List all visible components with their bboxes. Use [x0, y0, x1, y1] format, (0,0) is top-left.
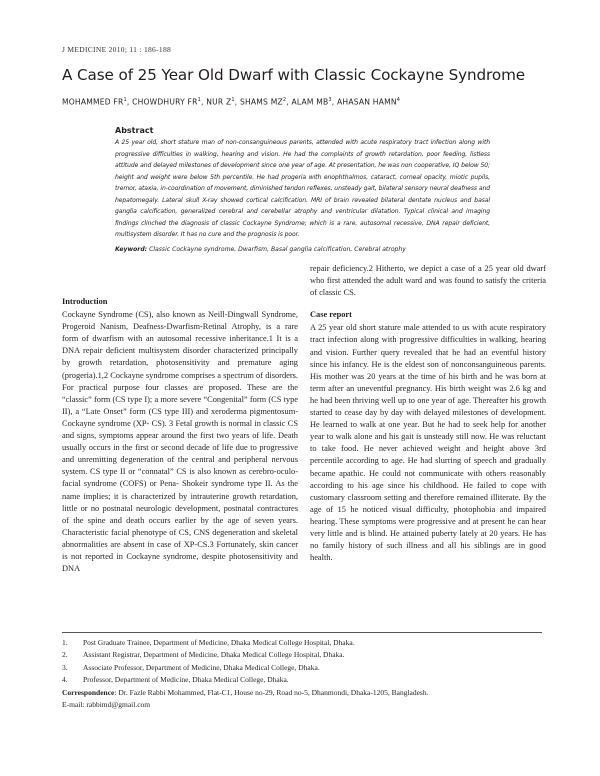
abstract-line: along with progressive difficulties in walking, hearing and vision. He had the complaints of growth retardation, poor	[115, 139, 490, 158]
body-line: retardation, photosensitivity and premature aging	[109, 358, 298, 368]
body-line: apathic. He could not communicate with others reasonably	[339, 468, 546, 478]
footnote	[62, 649, 542, 661]
body-line: Syndrome, Progeroid Nanism, Deafness-Dwarfism-Retinal	[62, 310, 298, 332]
abstract-line: prognosis is poor.	[247, 231, 300, 238]
body-line: Cockayne syndrome, despite photosensitivity and DNA	[62, 551, 298, 574]
body-line: postnatal neurologic development, postnatal contractures	[102, 503, 299, 513]
body-line: years. Characteristic facial phenotype of CS, CNS	[62, 515, 299, 537]
correspondence	[62, 687, 542, 699]
body-line: of XP-CS.3 Fortunately, skin cancer is not reported in	[62, 539, 298, 561]
body-line: respiratory tract infection along with progressive difficulties	[310, 323, 547, 345]
introduction-continued	[310, 263, 546, 299]
body-line: usually occurs in the first or second decade of life due to	[62, 443, 257, 453]
author: AHASAN HAMN	[337, 97, 397, 107]
body-line: had been thriving well up to one year of age. Thereafter his	[320, 395, 521, 405]
body-line: illiterate. By the age of 15 he noticed visual difficulty,	[310, 492, 546, 514]
author: CHOWDHURY FR	[132, 97, 198, 107]
body-line: unsteady still now. He was reluctant to take food. He never	[310, 432, 546, 454]
paper-title: A Case of 25 Year Old Dwarf with Classic Cockayne Syndrome	[62, 66, 526, 84]
author-affiliation-mark: 4	[396, 97, 401, 103]
body-line: recessive inheritance.1 It is a DNA repair deficient	[62, 334, 299, 356]
body-line: Shokeir syndrome type II. As the name implies; it is	[62, 479, 299, 501]
body-line: A 25 year old short stature male attended to us with acute	[310, 323, 508, 333]
body-line: at the time of his birth and he was born at term after an	[310, 371, 547, 393]
body-line: to seek help for another year to walk alone and his gait is	[310, 420, 546, 442]
body-line: blind. He attained puberty lately at 20 years. He has no family	[310, 528, 546, 551]
body-line: progressive and unremitting degeneration of the central and	[62, 443, 298, 465]
body-line: symptoms appear around the first two years of life. Death	[98, 431, 298, 441]
abstract-line: A 25 year old, short stature man of non-consanguineous parents, attended with acute respiratory tract infection	[115, 139, 457, 146]
body-line: repair deficiency.2 Hitherto, we depict a case of a 25 year old	[310, 264, 524, 273]
body-line: also known as cerebro-oculo-facial syndrome (COFS) or Pena-	[62, 467, 298, 489]
body-line: son of nonconsanguineous parents. His mother was 20 years	[310, 359, 547, 381]
introduction-body	[62, 309, 298, 575]
body-line: growth started to cease day by day with delayed milestones	[310, 395, 547, 418]
footnote	[62, 637, 542, 649]
body-line: These are the “classic” form (CS type I); a more severe	[62, 382, 298, 404]
body-line: degeneration and skeletal abnormalities are absent in case	[62, 527, 299, 549]
abstract-body	[115, 137, 490, 241]
body-line: multisystem disorder characterized principally by growth	[62, 346, 298, 368]
body-line: dwarf who first attended the adult ward and was found to	[310, 264, 547, 286]
body-line: history of such illness and all his siblings are in good health.	[310, 541, 546, 563]
abstract-line: gait, bilateral sensory neural deafness and hepatomegaly. Lateral skull X-ray showed cortical calcification. MRI of	[115, 185, 490, 204]
body-line: with customary classroom setting and therefore remained	[310, 480, 547, 502]
author-affiliation-mark: 1	[231, 97, 235, 103]
abstract-line: brain revealed bilateral dentate nucleus and basal ganglia calcification, generalized cerebral and cerebellar	[115, 196, 491, 215]
author-affiliation-mark: 1	[123, 97, 127, 103]
body-line: of the spine and death occurs earlier by the age of seven	[62, 515, 274, 525]
author-affiliation-mark: 2	[282, 97, 287, 103]
body-line: III) and xeroderma pigmentosum-Cockayne syndrome (XP-	[62, 406, 298, 428]
left-column	[62, 296, 298, 575]
body-line: CS). 3 Fetal growth is normal in classic CS and signs,	[62, 418, 298, 441]
abstract-line: corneal opacity, miotic pupils, tremor, ataxia, in-coordination of movement, diminished tendon reflexes, unsteady	[115, 173, 490, 192]
keywords-label: Keyword:	[115, 245, 148, 253]
abstract-line: Syndrome; which is a rare, autosomal recessive, DNA repair deficient, multisystem disorder. It has no cure and the	[115, 219, 490, 238]
body-line: Cockayne Syndrome (CS), also known as Neill-Dingwall	[62, 310, 259, 320]
body-line: progressive and at present he can hear very little and is	[310, 516, 547, 538]
correspondence-label: Correspondence	[62, 687, 115, 697]
footnote-number: 4.	[62, 675, 68, 685]
case-report-body	[310, 322, 546, 564]
journal-header: J MEDICINE 2010; 11 : 186-188	[62, 45, 172, 54]
body-line: in walking, hearing and vision. Further query revealed that	[310, 335, 547, 357]
body-line: “Congenital” form (CS type II), a “Late Onset” form (CS type	[62, 394, 298, 416]
footnote-number: 3.	[62, 662, 68, 672]
right-column	[310, 263, 546, 564]
abstract-line: atrophy and ventricular dilatation. Typical clinical and imaging findings clinched the diagnosis of classic Cockayne	[115, 208, 491, 227]
abstract-section	[115, 126, 490, 255]
correspondence-address: : Dr. Fazle Rabbi Mohammed, Flat-C1, House no-29, Road no-5, Dhanmondi, Dhaka-1205, Bangladesh.	[114, 687, 429, 697]
body-line: characterized by intrauterine growth retardation, little or no	[62, 491, 298, 513]
author-affiliation-mark: 1	[197, 97, 201, 103]
footnotes	[62, 632, 542, 711]
body-line: Atrophy, is a rare form of dwarfism with an autosomal	[62, 322, 298, 344]
footnote	[62, 662, 542, 674]
author-list: MOHAMMED $FR^1$, CHOWDHURY $FR^1$, NUR $Z^1$, SHAMS $MZ^2$, ALAM $MB^3$, AHASAN HAMN$^4$	[62, 97, 401, 107]
footnote-text: Post Graduate Trainee, Department of Medicine, Dhaka Medical College Hospital, Dhaka.	[83, 638, 355, 647]
body-line: photophobia and impaired hearing. These symptoms were	[310, 504, 546, 526]
correspondence-email: E-mail: rabbimd@gmail.com	[62, 700, 151, 710]
case-report-heading: Case report	[310, 310, 352, 320]
introduction-heading: Introduction	[62, 297, 108, 306]
body-line: achieved weight and height above 3rd percentile according	[310, 444, 546, 466]
body-line: to age. He had slurring of speech and gradually became	[310, 456, 547, 478]
body-line: he had an eventful history since his infancy. He is the eldest	[310, 347, 546, 369]
abstract-heading: Abstract	[115, 126, 154, 135]
footnote	[62, 674, 542, 686]
footnote-text: Professor, Department of Medicine, Dhaka Medical College, Dhaka.	[83, 675, 289, 685]
body-line: according to his age since his childhood. He failed to cope	[310, 480, 527, 490]
footnote-text: Associate Professor, Department of Medicine, Dhaka Medical College, Dhaka.	[83, 662, 320, 672]
keywords-text: Classic Cockayne syndrome, Dwarfism, Basal ganglia calcification, Cerebral atrophy	[149, 245, 406, 253]
body-line: satisfy the criteria of classic CS.	[310, 276, 547, 298]
body-line: (progeria).1,2 Cockayne syndrome comprises a spectrum of	[62, 370, 264, 380]
author: SHAMS MZ	[239, 97, 283, 107]
abstract-line: cooperative, IQ below 50; height and weight were below 5th percentile. He had progeria with enophthalmos, cataract,	[115, 162, 490, 181]
footnote-text: Assistant Registrar, Department of Medicine, Dhaka Medical College Hospital, Dhaka.	[83, 650, 345, 660]
footnote-number: 1.	[62, 638, 68, 647]
keywords	[115, 245, 490, 255]
author-affiliation-mark: 3	[328, 97, 332, 103]
body-line: peripheral nervous system. CS type II or “connatal” CS is	[62, 455, 298, 477]
author: NUR Z	[206, 97, 232, 107]
author: MOHAMMED FR	[62, 97, 124, 107]
footnote-number: 2.	[62, 650, 68, 660]
abstract-line: feeding, listless attitude and delayed milestones of development since one year of age. At presentation, he was non	[115, 150, 490, 169]
body-line: of development. He learned to walk at one year. But he had	[310, 408, 547, 430]
body-line: disorders. For practical purpose four classes are proposed.	[62, 370, 298, 392]
author: ALAM MB	[291, 97, 329, 107]
body-line: uneventful pregnancy. His birth weight was 2.6 kg and he	[310, 383, 547, 405]
